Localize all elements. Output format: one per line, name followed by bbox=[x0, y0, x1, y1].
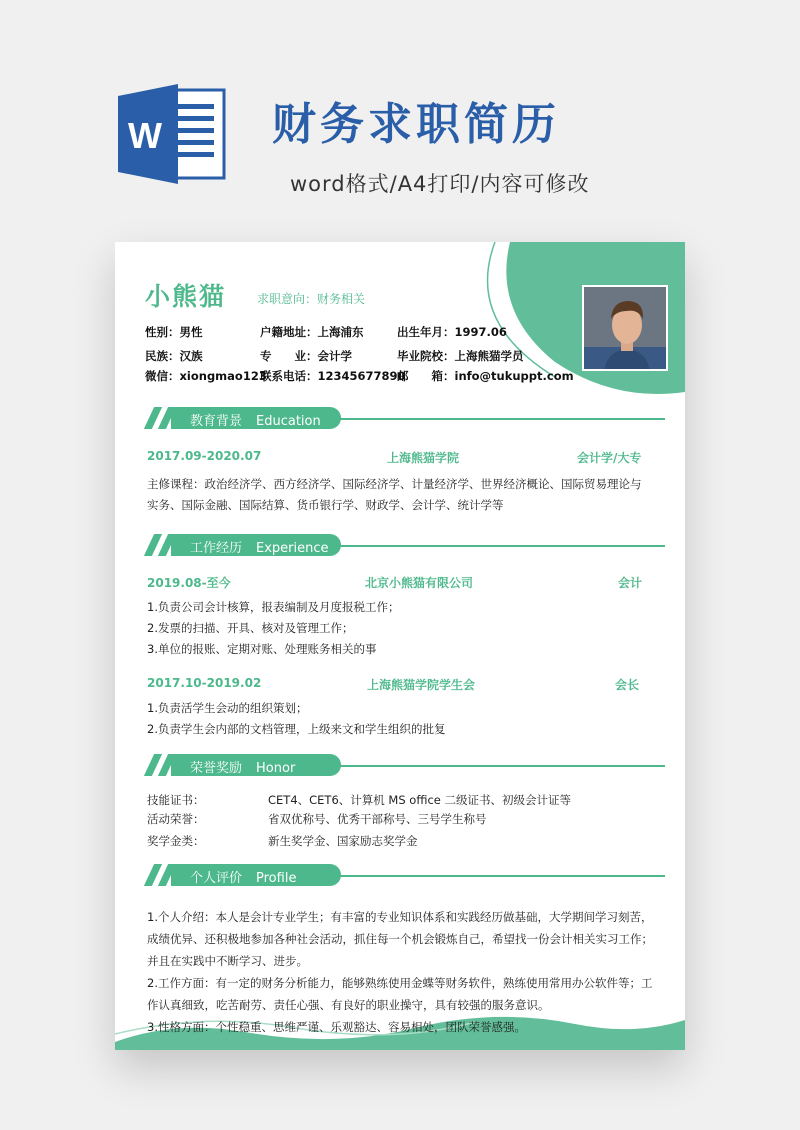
word-logo-icon bbox=[118, 84, 228, 184]
job-2-org: 上海熊猫学院学生会 bbox=[367, 678, 476, 692]
info-hometown: 户籍地址：上海浦东 bbox=[260, 325, 364, 339]
info-birth: 出生年月：1997.06 bbox=[397, 325, 507, 339]
honor-value-skills: CET4、CET6、计算机 MS office 二级证书、初级会计证等 bbox=[268, 793, 572, 807]
info-phone: 联系电话：12345677890 bbox=[260, 369, 406, 383]
info-major: 专 业：会计学 bbox=[260, 349, 352, 363]
header-subtitle: word格式/A4打印/内容可修改 bbox=[290, 172, 590, 196]
info-ethnicity: 民族：汉族 bbox=[145, 349, 203, 363]
education-date: 2017.09-2020.07 bbox=[147, 449, 262, 463]
self-evaluation: 1.个人介绍：本人是会计专业学生；有丰富的专业知识体系和实践经历做基础，大学期间学习刻苦， 成绩优异、还积极地参加各种社会活动，抓住每一个机会锻炼自己，希望找一份会计相关实习工作； 并且在实践中不断学习、进步。 2.工作方面：有一定的财务分析能力，能够熟练使用金蝶等财务软件，熟练使用常用办公软件等；工 作认真细致，吃苦耐劳、责任心强、有良好的职业操守，具有较强的服务意识。 3.性格方面：个性稳重、思维严谨、乐观豁达、容易相处，团队荣誉感强。 bbox=[147, 910, 653, 1034]
job-2-duties: 1.负责活学生会动的组织策划； 2.负责学生会内部的文档管理，上级来文和学生组织的批复 bbox=[147, 701, 446, 736]
honor-label-skills: 技能证书： bbox=[147, 793, 205, 807]
info-gender: 性别：男性 bbox=[145, 325, 203, 339]
job-intent: 求职意向：财务相关 bbox=[257, 292, 366, 306]
honor-value-scholarship: 新生奖学金、国家励志奖学金 bbox=[268, 834, 418, 848]
honor-label-activities: 活动荣誉： bbox=[147, 812, 205, 826]
info-wechat: 微信：xiongmao123 bbox=[145, 369, 267, 383]
candidate-name: 小熊猫 bbox=[145, 282, 227, 311]
job-1-date: 2019.08-至今 bbox=[147, 576, 231, 590]
job-1-duties: 1.负责公司会计核算，报表编制及月度报税工作； 2.发票的扫描、开具、核对及管理工作； 3.单位的报账、定期对账、处理账务相关的事 bbox=[147, 600, 400, 656]
info-email: 邮 箱：info@tukuppt.com bbox=[397, 369, 574, 383]
education-school: 上海熊猫学院 bbox=[387, 451, 460, 465]
info-school: 毕业院校：上海熊猫学员 bbox=[397, 349, 524, 363]
honor-value-activities: 省双优称号、优秀干部称号、三号学生称号 bbox=[268, 812, 487, 826]
honor-label-scholarship: 奖学金类： bbox=[147, 834, 205, 848]
profile-photo bbox=[582, 285, 668, 371]
job-1-org: 北京小熊猫有限公司 bbox=[365, 576, 474, 590]
section-header-honor: 荣誉奖励 Honor bbox=[145, 754, 665, 776]
job-2-date: 2017.10-2019.02 bbox=[147, 676, 262, 690]
job-2-role: 会长 bbox=[615, 678, 640, 692]
job-1-role: 会计 bbox=[618, 576, 643, 590]
section-header-experience: 工作经历 Experience bbox=[145, 534, 665, 556]
svg-text:W: W bbox=[128, 115, 162, 156]
education-courses: 主修课程：政治经济学、西方经济学、国际经济学、计量经济学、世界经济概论、国际贸易理论与 实务、国际金融、国际结算、货币银行学、财政学、会计学、统计学等 bbox=[147, 477, 642, 512]
resume-page bbox=[115, 242, 685, 1050]
section-header-education: 教育背景 Education bbox=[145, 407, 665, 429]
header-title: 财务求职简历 bbox=[272, 99, 560, 150]
section-header-profile: 个人评价 Profile bbox=[145, 864, 665, 886]
education-degree: 会计学/大专 bbox=[577, 451, 642, 465]
